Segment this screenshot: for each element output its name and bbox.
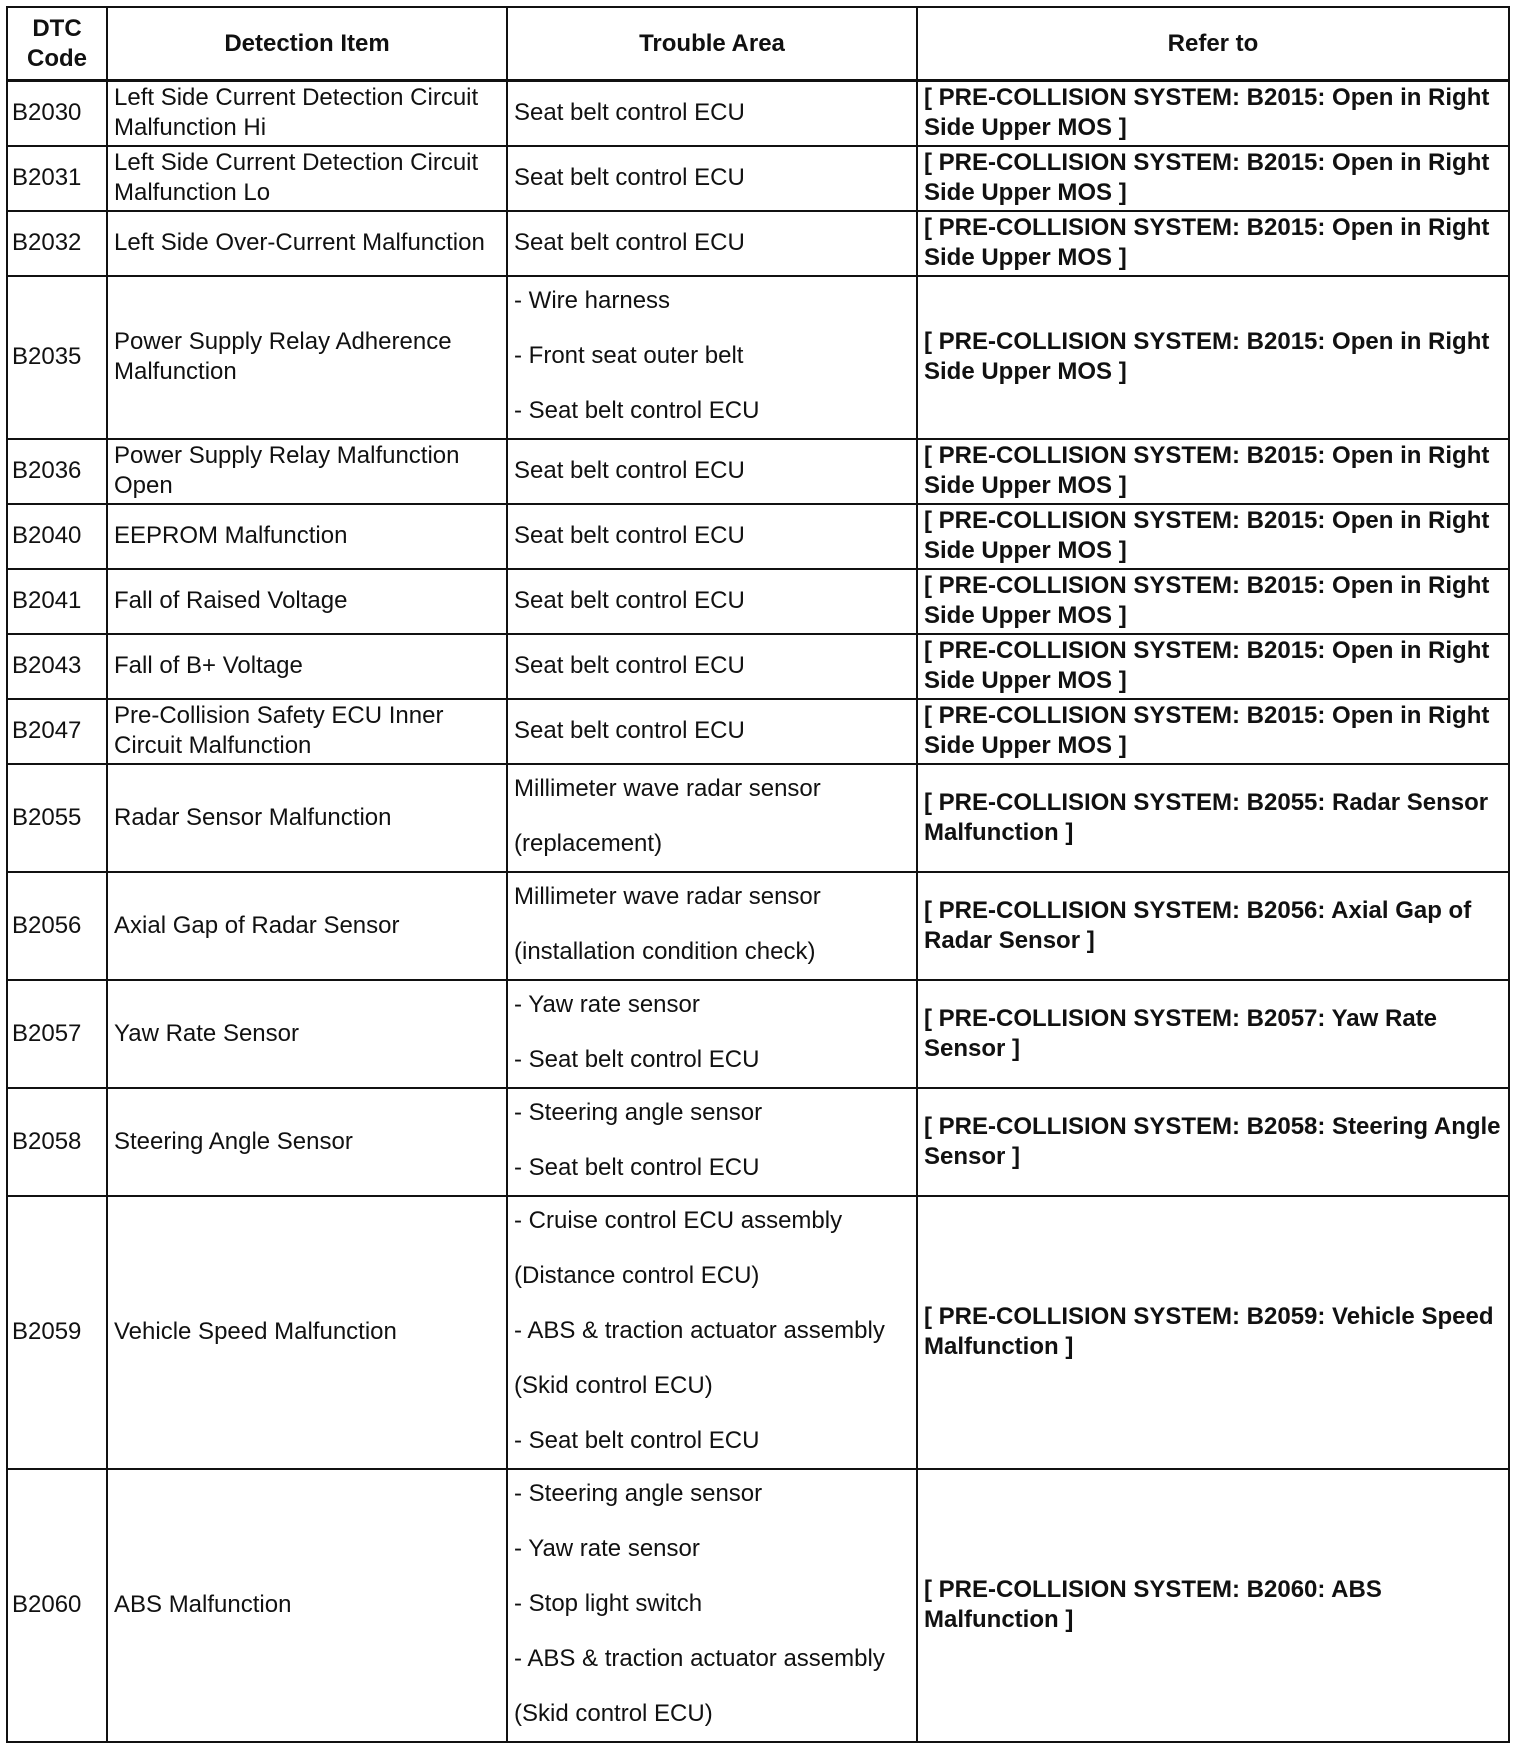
detection-item-cell: Yaw Rate Sensor [107, 980, 507, 1088]
trouble-area-line: (replacement) [514, 829, 663, 857]
trouble-area-line: - Yaw rate sensor [514, 990, 700, 1018]
detection-item-cell: Left Side Current Detection Circuit Malfunction Lo [107, 146, 507, 211]
table-row [7, 276, 1509, 439]
table-row [7, 980, 1509, 1088]
trouble-area-line: - Seat belt control ECU [514, 1153, 760, 1181]
detection-item-cell: Left Side Over-Current Malfunction [107, 211, 507, 276]
trouble-area-line: Seat belt control ECU [514, 522, 745, 549]
trouble-area-line: - Seat belt control ECU [514, 1045, 760, 1073]
trouble-area-line: - Yaw rate sensor [514, 1534, 700, 1562]
trouble-area-cell [507, 1469, 917, 1742]
table-row [7, 211, 1509, 276]
trouble-area-line: Seat belt control ECU [514, 717, 745, 744]
dtc-code-cell: B2040 [7, 504, 107, 569]
dtc-code-cell: B2043 [7, 634, 107, 699]
trouble-area-cell [507, 81, 917, 146]
trouble-area-cell [507, 1196, 917, 1469]
trouble-area-line: - Stop light switch [514, 1589, 703, 1617]
trouble-area-line: Seat belt control ECU [514, 457, 745, 484]
detection-item-cell: Pre-Collision Safety ECU Inner Circuit Malfunction [107, 699, 507, 764]
trouble-area-line: - Front seat outer belt [514, 341, 744, 369]
header-refer-to: Refer to [917, 7, 1509, 81]
table-row [7, 81, 1509, 146]
table-row [7, 504, 1509, 569]
detection-item-cell: ABS Malfunction [107, 1469, 507, 1742]
header-detection-item: Detection Item [107, 7, 507, 81]
trouble-area-line: Seat belt control ECU [514, 587, 745, 614]
detection-item-cell: Power Supply Relay Adherence Malfunction [107, 276, 507, 439]
header-row [7, 7, 1509, 81]
dtc-code-cell: B2030 [7, 81, 107, 146]
trouble-area-cell [507, 439, 917, 504]
table-row [7, 1469, 1509, 1742]
detection-item-cell: Fall of B+ Voltage [107, 634, 507, 699]
trouble-area-cell [507, 980, 917, 1088]
dtc-code-cell: B2047 [7, 699, 107, 764]
dtc-table [6, 6, 1510, 1743]
trouble-area-line: Seat belt control ECU [514, 99, 745, 127]
refer-to-link[interactable]: [ PRE-COLLISION SYSTEM: B2055: Radar Sensor Malfunction ] [917, 764, 1509, 872]
table-row [7, 764, 1509, 872]
trouble-area-line: Seat belt control ECU [514, 652, 745, 679]
trouble-area-cell [507, 764, 917, 872]
dtc-code-cell: B2057 [7, 980, 107, 1088]
refer-to-link[interactable]: [ PRE-COLLISION SYSTEM: B2059: Vehicle Speed Malfunction ] [917, 1196, 1509, 1469]
table-row [7, 872, 1509, 980]
trouble-area-cell [507, 276, 917, 439]
detection-item-cell: Left Side Current Detection Circuit Malfunction Hi [107, 81, 507, 146]
header-trouble-area: Trouble Area [507, 7, 917, 81]
trouble-area-line: (Skid control ECU) [514, 1371, 713, 1399]
refer-to-link[interactable]: [ PRE-COLLISION SYSTEM: B2015: Open in Right Side Upper MOS ] [917, 276, 1509, 439]
trouble-area-line: Seat belt control ECU [514, 229, 745, 256]
trouble-area-line: - Cruise control ECU assembly [514, 1206, 843, 1234]
table-row [7, 1088, 1509, 1196]
trouble-area-cell [507, 634, 917, 699]
trouble-area-line: (Skid control ECU) [514, 1699, 713, 1727]
refer-to-link[interactable]: [ PRE-COLLISION SYSTEM: B2058: Steering Angle Sensor ] [917, 1088, 1509, 1196]
trouble-area-line: Millimeter wave radar sensor [514, 774, 821, 802]
dtc-code-cell: B2056 [7, 872, 107, 980]
detection-item-cell: Steering Angle Sensor [107, 1088, 507, 1196]
trouble-area-line: - ABS & traction actuator assembly [514, 1316, 885, 1344]
trouble-area-cell [507, 211, 917, 276]
detection-item-cell: Vehicle Speed Malfunction [107, 1196, 507, 1469]
refer-to-link[interactable]: [ PRE-COLLISION SYSTEM: B2015: Open in Right Side Upper MOS ] [917, 634, 1509, 699]
dtc-code-cell: B2031 [7, 146, 107, 211]
detection-item-cell: Axial Gap of Radar Sensor [107, 872, 507, 980]
trouble-area-line: (Distance control ECU) [514, 1261, 760, 1289]
detection-item-cell: Fall of Raised Voltage [107, 569, 507, 634]
trouble-area-cell [507, 1088, 917, 1196]
detection-item-cell: Radar Sensor Malfunction [107, 764, 507, 872]
detection-item-cell: Power Supply Relay Malfunction Open [107, 439, 507, 504]
trouble-area-line: Millimeter wave radar sensor [514, 882, 821, 910]
refer-to-link[interactable]: [ PRE-COLLISION SYSTEM: B2057: Yaw Rate Sensor ] [917, 980, 1509, 1088]
refer-to-link[interactable]: [ PRE-COLLISION SYSTEM: B2015: Open in Right Side Upper MOS ] [917, 81, 1509, 146]
dtc-code-cell: B2041 [7, 569, 107, 634]
dtc-code-cell: B2059 [7, 1196, 107, 1469]
trouble-area-line: - Seat belt control ECU [514, 396, 760, 424]
trouble-area-line: - Steering angle sensor [514, 1479, 763, 1507]
refer-to-link[interactable]: [ PRE-COLLISION SYSTEM: B2015: Open in Right Side Upper MOS ] [917, 699, 1509, 764]
dtc-code-cell: B2032 [7, 211, 107, 276]
trouble-area-line: Seat belt control ECU [514, 164, 745, 191]
table-row [7, 699, 1509, 764]
table-body [7, 81, 1509, 1742]
table-header [7, 7, 1509, 81]
trouble-area-cell [507, 699, 917, 764]
detection-item-cell: EEPROM Malfunction [107, 504, 507, 569]
table-row [7, 439, 1509, 504]
header-dtc-code: DTC Code [7, 7, 107, 81]
trouble-area-cell [507, 872, 917, 980]
table-row [7, 1196, 1509, 1469]
refer-to-link[interactable]: [ PRE-COLLISION SYSTEM: B2060: ABS Malfunction ] [917, 1469, 1509, 1742]
dtc-code-cell: B2036 [7, 439, 107, 504]
dtc-code-cell: B2035 [7, 276, 107, 439]
table-row [7, 569, 1509, 634]
dtc-code-cell: B2060 [7, 1469, 107, 1742]
refer-to-link[interactable]: [ PRE-COLLISION SYSTEM: B2015: Open in Right Side Upper MOS ] [917, 569, 1509, 634]
dtc-code-cell: B2058 [7, 1088, 107, 1196]
trouble-area-line: (installation condition check) [514, 937, 816, 965]
trouble-area-cell [507, 504, 917, 569]
refer-to-link[interactable]: [ PRE-COLLISION SYSTEM: B2056: Axial Gap of Radar Sensor ] [917, 872, 1509, 980]
refer-to-link[interactable]: [ PRE-COLLISION SYSTEM: B2015: Open in Right Side Upper MOS ] [917, 211, 1509, 276]
refer-to-link[interactable]: [ PRE-COLLISION SYSTEM: B2015: Open in Right Side Upper MOS ] [917, 504, 1509, 569]
trouble-area-line: - Steering angle sensor [514, 1098, 763, 1126]
table-row [7, 146, 1509, 211]
trouble-area-line: - ABS & traction actuator assembly [514, 1644, 885, 1672]
table-row [7, 634, 1509, 699]
trouble-area-cell [507, 569, 917, 634]
trouble-area-line: - Wire harness [514, 286, 671, 314]
trouble-area-cell [507, 146, 917, 211]
refer-to-link[interactable]: [ PRE-COLLISION SYSTEM: B2015: Open in Right Side Upper MOS ] [917, 439, 1509, 504]
dtc-code-cell: B2055 [7, 764, 107, 872]
refer-to-link[interactable]: [ PRE-COLLISION SYSTEM: B2015: Open in Right Side Upper MOS ] [917, 146, 1509, 211]
trouble-area-line: - Seat belt control ECU [514, 1426, 760, 1454]
